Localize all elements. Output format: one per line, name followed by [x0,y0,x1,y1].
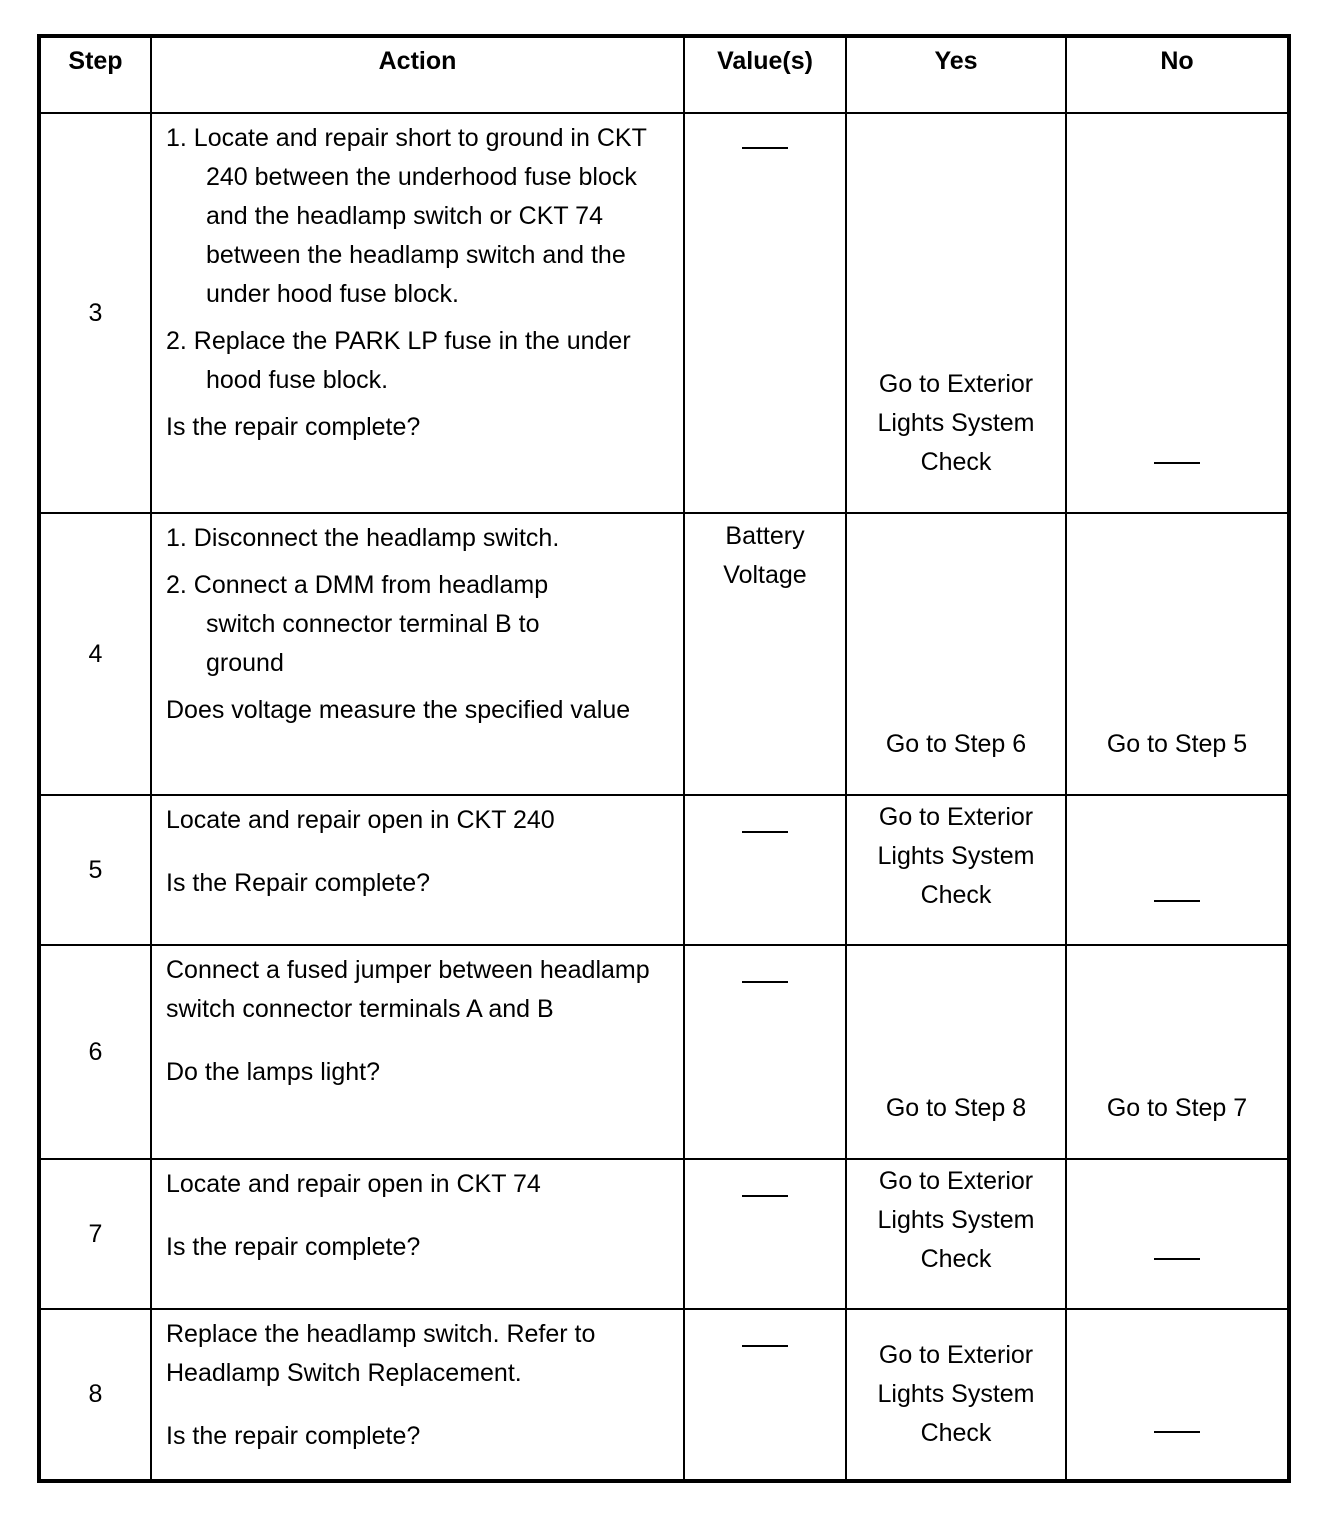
action-question: Does voltage measure the specified value [166,696,631,724]
action-question: Do the lamps light? [166,1058,381,1086]
step-number: 3 [39,113,151,513]
header-step: Step [39,36,151,113]
value-cell [684,1159,846,1309]
step-number: 8 [39,1309,151,1481]
diagnostic-table-page [37,34,1287,1483]
no-cell [1066,795,1289,945]
header-row [39,36,1289,113]
action-item: 2. Connect a DMM from headlamp switch connector terminal B to ground [166,571,549,677]
yes-cell [846,113,1066,513]
action-cell [151,113,684,513]
table-row-step-6 [39,945,1289,1159]
action-cell [151,1159,684,1309]
empty-no-dash [1067,437,1287,476]
empty-value-dash [742,981,788,983]
no-cell [1066,1309,1289,1481]
action-cell [151,513,684,795]
empty-no-dash [1067,1406,1287,1445]
step-number: 5 [39,795,151,945]
action-cell [151,795,684,945]
yes-cell [846,945,1066,1159]
step-number: 7 [39,1159,151,1309]
yes-result: Go to Step 6 [885,730,1027,758]
empty-no-dash [1067,875,1287,914]
empty-value-dash [742,1195,788,1197]
no-cell [1066,113,1289,513]
action-cell [151,945,684,1159]
table-row-step-5 [39,795,1289,945]
step-number: 4 [39,513,151,795]
header-action: Action [151,36,684,113]
header-values: Value(s) [684,36,846,113]
action-text: Locate and repair open in CKT 240 [166,806,555,834]
yes-result: Go to Step 8 [885,1094,1027,1122]
action-question: Is the repair complete? [166,1422,421,1450]
action-item: 1. Locate and repair short to ground in CKT 240 between the underhood fuse block and the headlamp switch or CKT 74 between the headlamp switch and the under hood fuse block. [166,124,647,308]
value-cell [684,795,846,945]
header-yes: Yes [846,36,1066,113]
value-cell [684,945,846,1159]
table-row-step-7 [39,1159,1289,1309]
yes-cell: Go to Exterior Lights System Check [846,795,1066,945]
action-text: Locate and repair open in CKT 74 [166,1170,541,1198]
yes-result: Go to Exterior Lights System Check [877,370,1035,476]
yes-cell [846,513,1066,795]
table-row-step-4 [39,513,1289,795]
action-item: 2. Replace the PARK LP fuse in the under hood fuse block. [166,327,631,394]
action-cell [151,1309,684,1481]
empty-value-dash [742,1345,788,1347]
action-text: Connect a fused jumper between headlamp switch connector terminals A and B [166,956,650,1023]
action-item: 1. Disconnect the headlamp switch. [166,524,560,552]
action-text: Replace the headlamp switch. Refer to Headlamp Switch Replacement. [166,1320,596,1387]
action-question: Is the repair complete? [166,1233,421,1261]
value-cell: Battery Voltage [684,513,846,795]
yes-cell: Go to Exterior Lights System Check [846,1159,1066,1309]
diagnostic-table [37,34,1291,1483]
table-row-step-8 [39,1309,1289,1481]
action-question: Is the repair complete? [166,413,421,441]
value-cell [684,113,846,513]
no-result: Go to Step 7 [1106,1094,1248,1122]
table-row-step-3 [39,113,1289,513]
no-cell [1066,1159,1289,1309]
empty-value-dash [742,147,788,149]
value-cell [684,1309,846,1481]
no-cell [1066,513,1289,795]
header-no: No [1066,36,1289,113]
empty-no-dash [1067,1233,1287,1272]
step-number: 6 [39,945,151,1159]
no-result: Go to Step 5 [1106,730,1248,758]
no-cell [1066,945,1289,1159]
empty-value-dash [742,831,788,833]
action-question: Is the Repair complete? [166,869,431,897]
yes-cell: Go to Exterior Lights System Check [846,1309,1066,1481]
